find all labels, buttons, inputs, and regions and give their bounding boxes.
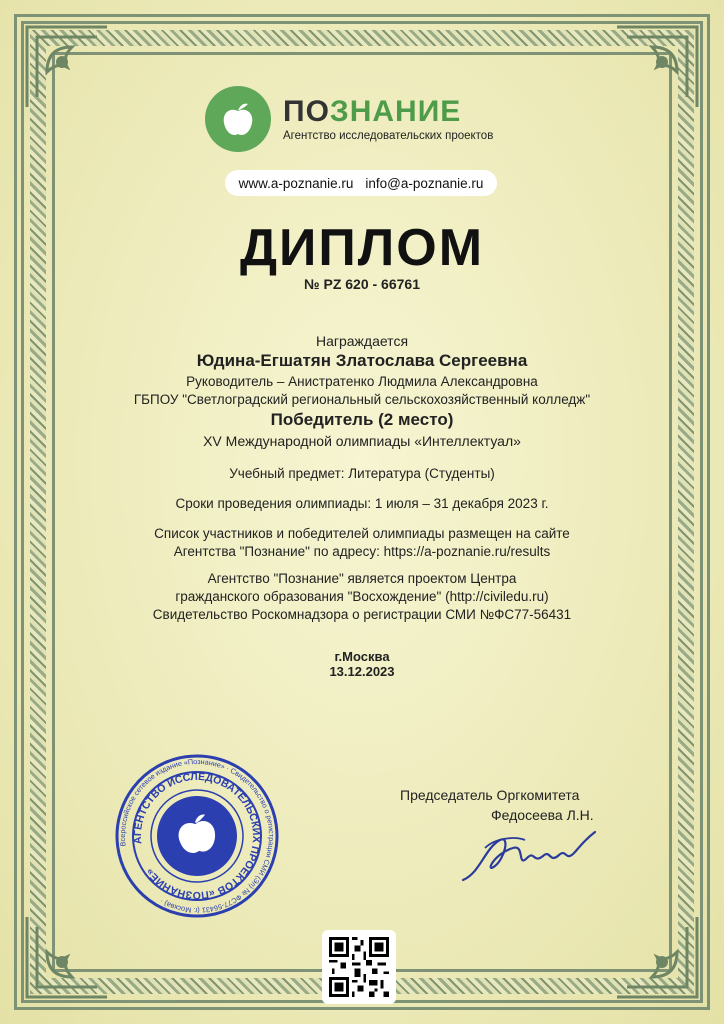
corner-ornament-bottom-right	[612, 912, 702, 1002]
agency-note-line3: Свидетельство Роскомнадзора о регистрации СМИ №ФС77-56431	[152, 607, 572, 622]
agency-note-line2: гражданского образования "Восхождение" (http://civiledu.ru)	[175, 589, 549, 604]
signatory-name: Федосеева Л.Н.	[491, 807, 594, 823]
apple-icon	[205, 86, 271, 152]
results-note-line2: Агентства "Познание" по адресу: https://a-poznanie.ru/results	[173, 544, 551, 559]
diploma-title: ДИПЛОМ	[239, 219, 485, 277]
official-stamp	[102, 741, 292, 931]
issue-city: г.Москва	[334, 649, 390, 664]
handwritten-signature	[455, 818, 600, 893]
results-note-line1: Список участников и победителей олимпиады размещен на сайте	[154, 526, 570, 541]
olympiad-name: XV Международной олимпиады «Интеллектуал»	[203, 433, 521, 449]
brand-name-part2: ЗНАНИЕ	[329, 95, 462, 128]
recipient-name: Юдина-Егшатян Златослава Сергеевна	[196, 351, 528, 370]
corner-ornament-top-left	[22, 22, 112, 112]
stamp-outer-text: Всероссийское сетевое издание «Познание» · Свидетельство о регистрации СМИ (Эл) № ФС77-56431 (г. Москва) ·	[117, 756, 277, 916]
dates-line: Сроки проведения олимпиады: 1 июля – 31 декабря 2023 г.	[175, 496, 549, 511]
email-link[interactable]: info@a-poznanie.ru	[365, 175, 484, 191]
results-note	[90, 525, 634, 561]
website-link[interactable]: www.a-poznanie.ru	[238, 175, 354, 191]
qr-code[interactable]	[322, 930, 396, 1004]
brand-tagline: Агентство исследовательских проектов	[283, 130, 494, 142]
contacts-pill	[225, 170, 497, 196]
corner-ornament-top-right	[612, 22, 702, 112]
agency-note	[90, 570, 634, 624]
brand-name	[283, 96, 493, 128]
corner-ornament-bottom-left	[22, 912, 112, 1002]
stamp-inner-text: АГЕНТСТВО ИССЛЕДОВАТЕЛЬСКИХ ПРОЕКТОВ «ПОЗНАНИЕ»	[131, 770, 263, 902]
supervisor-line: Руководитель – Анистратенко Людмила Александровна	[186, 374, 538, 389]
award-place: Победитель (2 место)	[270, 410, 454, 429]
signatory-role: Председатель Оргкомитета	[400, 787, 580, 803]
issue-date: 13.12.2023	[329, 664, 395, 679]
awarded-label: Награждается	[315, 333, 409, 349]
diploma-number: № PZ 620 - 66761	[303, 276, 420, 292]
subject-line: Учебный предмет: Литература (Студенты)	[229, 466, 495, 481]
brand-logo	[205, 86, 493, 152]
organization-line: ГБПОУ "Светлоградский региональный сельскохозяйственный колледж"	[133, 392, 591, 407]
brand-name-part1: ПО	[283, 95, 330, 128]
agency-note-line1: Агентство "Познание" является проектом Центра	[207, 571, 517, 586]
